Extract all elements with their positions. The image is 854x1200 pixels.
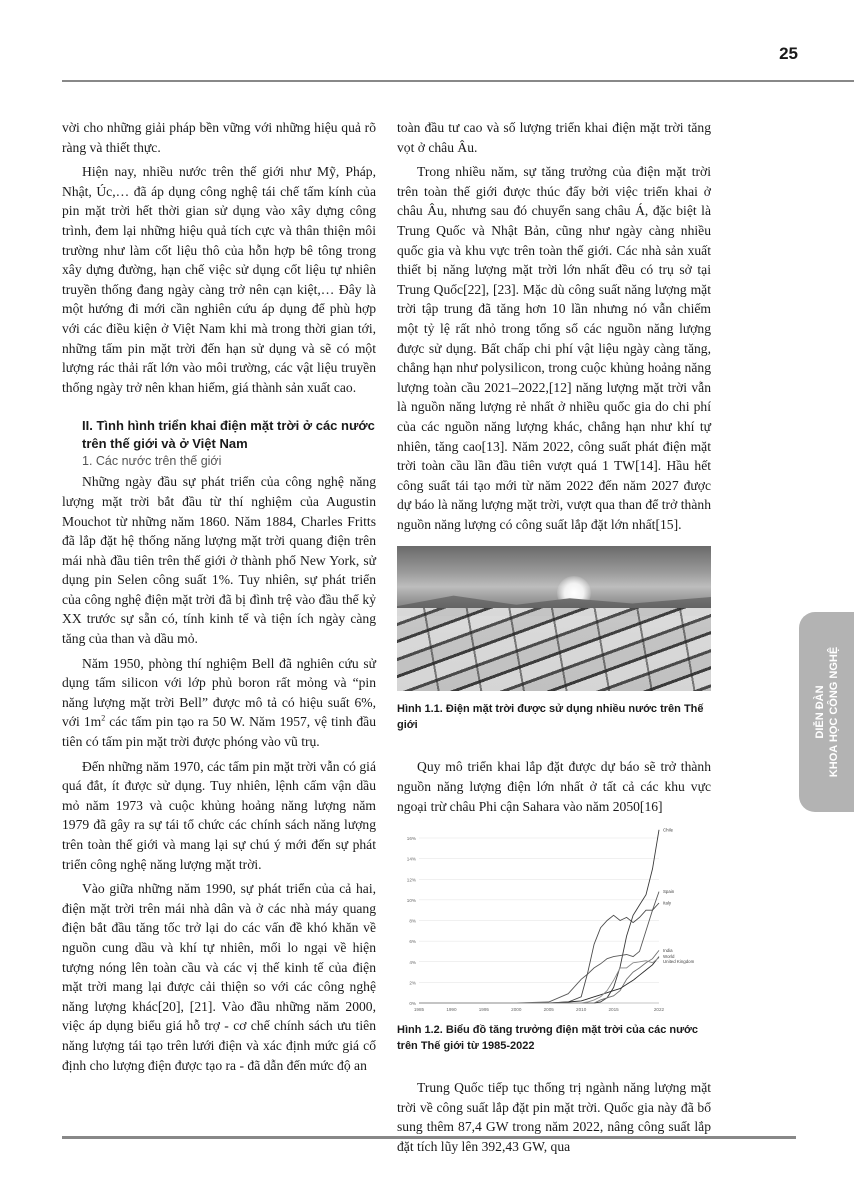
solar-panel-rows [397, 608, 711, 691]
y-tick-label: 6% [409, 939, 416, 945]
series-label: Chile [663, 828, 674, 833]
paragraph: toàn đầu tư cao và số lượng triển khai điện mặt trời tăng vọt ở châu Âu. [397, 120, 711, 155]
section-heading: II. Tình hình triển khai điện mặt trời ở các nước trên thế giới và ở Việt Nam [82, 418, 375, 452]
paragraph: vời cho những giải pháp bền vững với những hiệu quả rõ ràng và thiết thực. [62, 120, 376, 155]
paragraph: Những ngày đầu sự phát triển của công nghệ năng lượng mặt trời bắt đầu từ thí nghiệm của Augustin Mouchot từ những năm 1860. Năm 1884, Charles Fritts đã lắp đặt hệ thống năng lượng mặt trời quang điện trên mái nhà đầu tiên trên thế giới ở thành phố New York, sử dụng pin Selen công suất 1%. Tuy nhiên, sự phát triển của công nghệ điện mặt trời đã bị đình trệ vào đầu thế kỷ XX trước sự sẵn có, tính kinh tế và tiện ích ngày càng tăng của than và dầu mỏ. [62, 474, 376, 647]
left-column [62, 118, 376, 1075]
y-tick-label: 12% [406, 877, 416, 883]
y-tick-label: 16% [406, 836, 416, 842]
superscript: 2 [101, 713, 106, 723]
series-label: World [663, 954, 675, 960]
y-tick-label: 8% [409, 918, 416, 924]
paragraph: Vào giữa những năm 1990, sự phát triển của cả hai, điện mặt trời trên mái nhà dân và ở các nhà máy quang điện bắt đầu tăng tốc trở lại do các vấn đề khó khăn về nguồn cung dầu và khí tự nhiên, mối lo ngại về hiện tượng nóng lên toàn cầu và các vị thế kinh tế của điện mặt trời mang lại được cải thiện so với các công nghệ năng lượng khác[20], [21]. Vào đầu những năm 2000, việc áp dụng biểu giá hỗ trợ - cơ chế chính sách ưu tiên năng lượng tái tạo trên lưới điện và xác định mức giá cố định cho lượng điện được tạo ra - đã dẫn đến mức độ an [62, 881, 376, 1073]
subsection-heading: 1. Các nước trên thế giới [82, 454, 222, 469]
series-line-chile [419, 830, 659, 1003]
growth-chart-svg [397, 828, 711, 1018]
series-label: India [663, 948, 673, 954]
y-tick-label: 2% [409, 980, 416, 986]
y-tick-label: 10% [406, 898, 416, 904]
paragraph: Trong nhiều năm, sự tăng trưởng của điện mặt trời trên toàn thế giới được thúc đẩy bởi việc triển khai ở châu Âu, nhưng sau đó chuyển sang châu Á, đặc biệt là Trung Quốc và Nhật Bản, cũng như ngày càng nhiều quốc gia và khu vực trên toàn thế giới. Các nhà sản xuất thiết bị năng lượng mặt trời lớn nhất đều có trụ sở tại Trung Quốc[22], [23]. Mặc dù công suất năng lượng mặt trời tập trung đã tăng hơn 10 lần nhưng nó vẫn chiếm một tỷ lệ rất nhỏ trong tổng số các nguồn năng lượng được sử dụng. Bất chấp chi phí vật liệu ngày càng tăng, chẳng hạn như polysilicon, trong cuộc khủng hoảng năng lượng toàn cầu 2021–2022,[12] năng lượng mặt trời vẫn là nguồn năng lượng rẻ nhất ở nhiều quốc gia do chi phí của các nguồn năng lượng khác, chẳng hạn như khí tự nhiên, tăng cao[13]. Năm 2022, công suất phát điện mặt trời toàn cầu lần đầu tiên vượt quá 1 TW[14]. Hầu hết công suất tái tạo mới từ năm 2022 đến năm 2027 được dự báo là năng lượng mặt trời, vượt qua than để trở thành nguồn năng lượng có công suất lắp đặt lớn nhất[15]. [397, 164, 711, 532]
y-tick-label: 0% [409, 1001, 416, 1007]
paragraph-text: Năm 1950, phòng thí nghiệm Bell đã nghiên cứu sử dụng tấm silicon với lớp phủ boron rất mỏng và “pin năng lượng mặt trời Bell” được mô tả có hiệu suất 6%, với 1m [62, 655, 376, 730]
paragraph: Hiện nay, nhiều nước trên thế giới như Mỹ, Pháp, Nhật, Úc,… đã áp dụng công nghệ tái chế tấm kính của pin mặt trời hết thời gian sử dụng vào xây dựng công trình, đem lại những hiệu quả tích cực và thân thiện môi trường như làm cốt liệu thô của hỗn hợp bê tông trong xây dựng đường, hạn chế việc sử dụng cốt liệu tự nhiên truyền thống đang ngày càng trở nên cạn kiệt,… Đây là một hướng đi mới cần nghiên cứu áp dụng để phù hợp với các điều kiện ở Việt Nam khi mà trong thời gian tới, những tấm pin mặt trời đến hạn sử dụng và sẽ có một lượng rác thải rất lớn vào môi trường, các vật liệu truyền thống ngày trở nên khan hiếm, giá thành sản xuất cao. [62, 164, 376, 395]
y-tick-label: 4% [409, 960, 416, 965]
x-tick-label: 2010 [576, 1007, 587, 1013]
side-tab-line: DIỄN ĐÀN [813, 685, 826, 739]
paragraph: Đến những năm 1970, các tấm pin mặt trời vẫn có giá quá đắt, ít được sử dụng. Tuy nhiên, lệnh cấm vận dầu mỏ năm 1973 và cuộc khủng hoảng năng lượng năm 1979 đã gây ra sự tái tổ chức các chính sách năng lượng trên toàn thế giới và mang lại sự chú ý mới đến sự phát triển công nghệ năng lượng mặt trời. [62, 758, 376, 872]
series-line-india [419, 951, 659, 1004]
series-line-world [419, 957, 659, 1003]
growth-chart [397, 828, 711, 1018]
x-tick-label: 1995 [478, 1007, 489, 1013]
x-tick-label: 2005 [543, 1007, 554, 1013]
paragraph: Trung Quốc tiếp tục thống trị ngành năng lượng mặt trời về công suất lắp đặt pin mặt trời. Quốc gia này đã bổ sung thêm 87,4 GW trong năm 2022, nâng công suất lắp đặt tích lũy lên 392,43 GW, qua [397, 1080, 711, 1155]
series-label: United Kingdom [663, 959, 695, 965]
figure-caption: Hình 1.1. Điện mặt trời được sử dụng nhiều nước trên Thế giới [397, 703, 704, 732]
paragraph [62, 654, 376, 752]
figure-caption: Hình 1.2. Biểu đồ tăng trưởng điện mặt trời của các nước trên Thế giới từ 1985-2022 [397, 1024, 698, 1053]
paragraph: Quy mô triển khai lắp đặt được dự báo sẽ trở thành nguồn năng lượng điện lớn nhất ở tất cả các khu vực ngoại trừ châu Phi cận Sahara vào năm 2050[16] [397, 759, 711, 814]
header-rule [62, 80, 854, 82]
paragraph-text: các tấm pin tạo ra 50 W. Năm 1957, vệ tinh đầu tiên có tấm pin mặt trời được phóng vào vũ trụ. [62, 714, 376, 750]
x-tick-label: 2022 [653, 1007, 665, 1013]
side-tab-label [813, 647, 841, 777]
x-tick-label: 1985 [413, 1007, 425, 1013]
right-column [397, 118, 711, 1157]
series-line-united-kingdom [419, 958, 659, 1003]
side-tab-line: KHOA HỌC CÔNG NGHỆ [827, 646, 840, 778]
page-number: 25 [779, 44, 798, 63]
x-tick-label: 1990 [446, 1007, 457, 1013]
x-tick-label: 2015 [608, 1007, 619, 1013]
series-label: Spain [663, 889, 675, 895]
solar-farm-photo [397, 546, 711, 691]
section-side-tab [799, 612, 854, 812]
series-label: Italy [663, 900, 672, 906]
y-tick-label: 14% [406, 856, 416, 862]
footer-rule [62, 1136, 796, 1139]
x-tick-label: 2000 [511, 1007, 522, 1013]
